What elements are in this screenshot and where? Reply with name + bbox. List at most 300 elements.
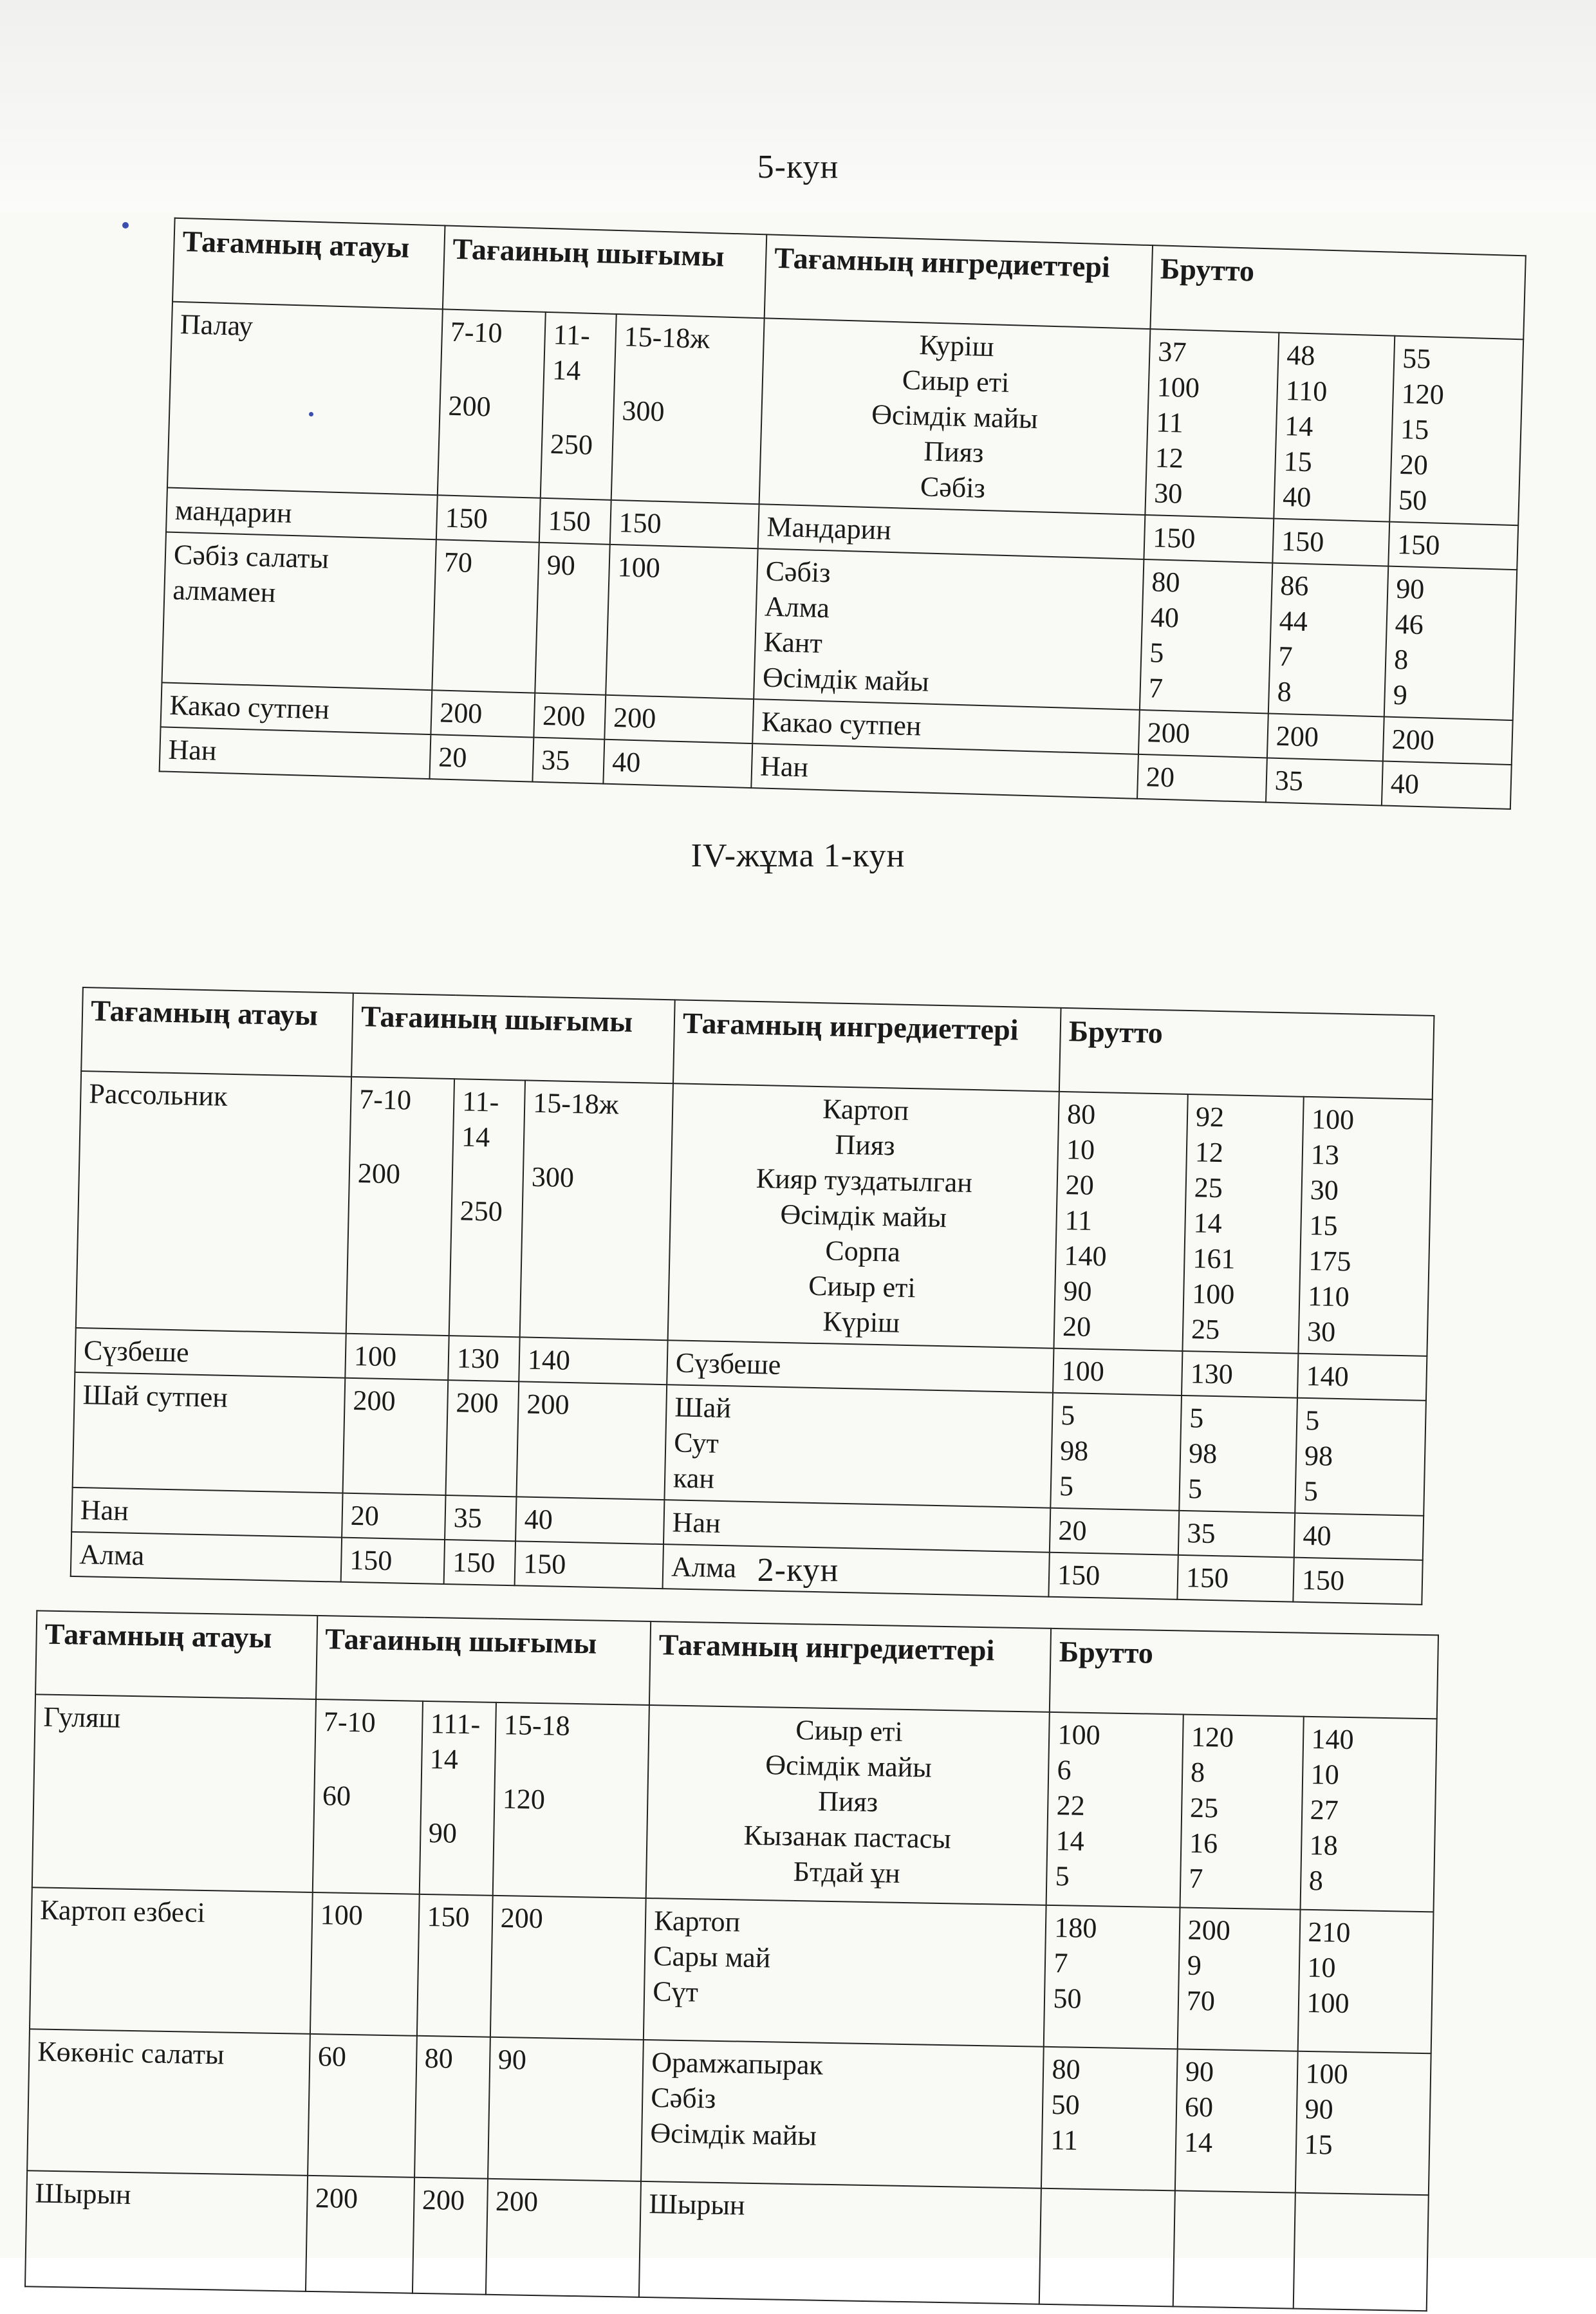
yield-number: 100 [353,1339,397,1373]
yield-number: 250 [459,1195,503,1227]
brutto-value: 150 [1057,1558,1100,1592]
brutto-value: 5 [1303,1475,1319,1507]
dish-name: Гуляш [32,1694,316,1892]
brutto-value: 140 [1311,1722,1355,1756]
brutto-value: 90 [1062,1275,1092,1307]
table-row [30,1887,1434,2053]
ingredient-name: Картоп [653,1905,741,1938]
yield-value [488,2037,644,2181]
ingredient-name: Какао сутпен [761,705,922,742]
yield-number: 300 [621,395,665,428]
ingredient-name: Нан [672,1506,721,1539]
table-row [76,1071,1433,1356]
yield-number: 200 [353,1384,396,1417]
yield-number: 90 [497,2043,527,2076]
yield-number: 40 [524,1503,553,1536]
ingredient-name: Куріш [918,329,995,363]
brutto-value: 200 [1187,1914,1231,1946]
ingredient-name: Сәбіз [920,471,986,505]
brutto-column [1178,1907,1300,2051]
brutto-value: 98 [1059,1434,1089,1467]
brutto-value: 150 [1301,1563,1345,1597]
age-group-label: 111-14 [429,1708,481,1775]
header-dish-name: Тағамның атауы [172,218,445,310]
ink-speck [122,222,129,229]
brutto-column [1388,522,1518,570]
brutto-value: 7 [1148,672,1164,704]
brutto-column [1295,1398,1426,1516]
brutto-value: 92 [1195,1101,1225,1134]
section-title-day5: 5-кун [757,149,839,185]
brutto-value: 110 [1285,375,1328,407]
table-row [25,2170,1429,2311]
ingredient-list [646,1705,1050,1905]
yield-value [445,1495,516,1541]
ingredient-name: Картоп [822,1093,909,1126]
brutto-column [1041,2047,1177,2191]
brutto-value: 90 [1304,2093,1334,2125]
brutto-value: 40 [1303,1519,1332,1552]
yield-number: 150 [349,1544,393,1577]
brutto-value: 14 [1055,1825,1085,1857]
yield-value [604,695,754,743]
brutto-value: 161 [1192,1242,1236,1275]
brutto-column [1173,2190,1295,2308]
age-group-label: 11-14 [461,1085,499,1153]
dish-name: Көкөніс салаты [27,2029,310,2176]
brutto-value: 7 [1188,1862,1203,1895]
yield-number: 20 [438,741,468,774]
brutto-value: 14 [1284,410,1314,443]
brutto-column [1297,1354,1427,1401]
brutto-column [1268,563,1388,717]
yield-number: 90 [428,1817,458,1849]
ingredient-name: Өсімдік майы [650,2117,817,2152]
yield-value [419,1701,496,1896]
yield-number: 40 [611,746,641,779]
yield-number: 100 [617,551,661,584]
brutto-value: 100 [1061,1355,1105,1388]
brutto-value: 30 [1306,1315,1336,1348]
yield-number: 150 [618,507,662,540]
yield-value [611,314,765,504]
yield-value [432,539,539,693]
ingredient-name: Сут [673,1426,719,1459]
ingredient-list [663,1500,1050,1553]
ingredient-name: Кызанак пастасы [743,1819,952,1855]
dish-name: Шай сутпен [73,1372,346,1493]
ingredient-list [641,2040,1044,2188]
dish-name: Нан [71,1488,342,1538]
yield-value [436,495,541,542]
ingredient-name: Пияз [835,1128,896,1162]
ingredient-list [754,548,1144,710]
section-title-day2: 2-кун [757,1552,839,1589]
yield-number: 200 [315,2182,358,2215]
brutto-value: 50 [1053,1983,1082,2015]
section-title-week4-day1: IV-жұма 1-кун [691,837,905,874]
brutto-value: 8 [1393,643,1409,676]
brutto-column [1295,2051,1431,2196]
yield-number: 100 [320,1899,364,1932]
brutto-value: 200 [1276,720,1319,753]
ingredient-name: Сиыр еті [902,364,1010,399]
yield-value [610,500,759,548]
brutto-value: 15 [1283,445,1313,478]
brutto-column [1137,754,1267,803]
brutto-value: 11 [1155,406,1184,439]
yield-value [519,1337,667,1385]
brutto-column [1383,716,1513,765]
brutto-value: 210 [1308,1916,1351,1949]
ingredient-name: Сиыр еті [808,1269,916,1304]
brutto-column [1144,515,1274,563]
brutto-value: 6 [1057,1754,1072,1786]
brutto-column [1054,1092,1188,1351]
yield-number: 120 [502,1783,546,1816]
yield-value [520,1080,673,1340]
header-yield: Тағаиның шығымы [351,993,675,1083]
brutto-value: 90 [1185,2055,1214,2088]
brutto-value: 15 [1400,413,1429,446]
brutto-value: 25 [1189,1791,1219,1824]
ingredient-name: Өсімдік майы [762,661,930,698]
yield-value [438,309,546,498]
table-row [167,302,1523,526]
brutto-value: 80 [1052,2053,1081,2085]
header-brutto: Брутто [1050,1628,1438,1719]
brutto-value: 15 [1309,1209,1339,1242]
brutto-value: 15 [1304,2128,1333,2161]
brutto-value: 40 [1282,480,1312,514]
header-ingredients: Тағамның ингредиеттері [765,234,1153,329]
brutto-value: 44 [1279,604,1308,638]
brutto-column [1046,1712,1183,1908]
brutto-value: 100 [1305,2057,1349,2091]
yield-number: 200 [500,1902,544,1935]
yield-value [541,312,617,500]
yield-value [490,1896,645,2040]
brutto-value: 5 [1055,1860,1070,1892]
dish-name: мандарин [166,488,438,540]
brutto-value: 8 [1277,675,1292,708]
table-row [32,1694,1437,1912]
yield-number: 300 [531,1161,575,1194]
yield-value [516,1381,667,1500]
yield-value [535,543,609,695]
yield-number: 200 [439,696,483,730]
brutto-value: 11 [1064,1204,1093,1236]
brutto-value: 5 [1189,1402,1204,1434]
yield-number: 150 [523,1547,566,1580]
ingredient-name: Бтдай ұн [793,1855,901,1889]
brutto-value: 10 [1066,1134,1095,1166]
yield-number: 150 [452,1546,496,1579]
yield-value [539,498,611,545]
brutto-value: 40 [1150,601,1180,634]
yield-value [412,2178,487,2295]
yield-value [532,738,604,784]
yield-number: 250 [550,428,593,461]
brutto-value: 100 [1311,1103,1355,1136]
age-group-label: 11-14 [552,319,591,387]
brutto-value: 22 [1056,1789,1086,1822]
yield-number: 200 [456,1386,499,1419]
yield-number: 90 [546,549,576,582]
brutto-value: 12 [1194,1136,1224,1169]
ingredient-name: Сиыр еті [795,1713,904,1748]
age-group-label: 15-18 [503,1709,571,1742]
brutto-value: 100 [1191,1278,1235,1311]
brutto-value: 150 [1185,1562,1229,1594]
dish-name: Сәбіз салаты алмамен [162,532,436,691]
yield-value [534,693,606,740]
dish-name: Какао сутпен [161,682,432,734]
yield-value [515,1497,664,1544]
brutto-value: 5 [1149,637,1165,669]
ingredient-name: Өсімдік майы [871,398,1039,435]
ingredient-name: кан [673,1462,715,1495]
age-group-label: 7-10 [358,1083,412,1116]
yield-value [310,1892,420,2036]
brutto-value: 20 [1058,1514,1088,1547]
ingredient-name: Сүзбеше [675,1347,781,1381]
brutto-value: 25 [1191,1313,1220,1346]
ingredient-list [639,2181,1041,2304]
yield-value [343,1378,449,1495]
yield-value [429,734,534,781]
brutto-column [1178,1511,1295,1558]
dish-name: Алма [71,1532,342,1582]
brutto-value: 5 [1304,1404,1320,1437]
brutto-value: 8 [1308,1864,1324,1897]
yield-value [312,1699,422,1894]
brutto-value: 90 [1395,572,1425,606]
ingredient-name: Пияз [923,435,985,469]
brutto-value: 14 [1183,2126,1213,2159]
ingredient-name: Сары май [653,1940,771,1974]
ingredient-name: Алма [764,590,830,624]
brutto-column [1179,1395,1297,1513]
ingredient-name: Нан [759,750,809,783]
brutto-value: 100 [1057,1719,1101,1751]
brutto-value: 7 [1053,1947,1068,1979]
brutto-value: 70 [1186,1984,1216,2017]
brutto-value: 7 [1277,640,1294,673]
brutto-value: 86 [1279,569,1310,602]
brutto-value: 46 [1395,608,1424,641]
dish-name: Палау [167,302,443,496]
yield-number: 200 [613,702,656,734]
brutto-column [1039,2188,1175,2307]
yield-value [492,1703,649,1898]
brutto-value: 9 [1187,1949,1202,1982]
ingredient-name: Сорпа [824,1235,901,1268]
brutto-column [1175,2049,1297,2192]
yield-value [308,2034,417,2178]
brutto-value: 175 [1308,1245,1351,1278]
dish-name: Картоп езбесі [30,1887,312,2034]
dish-name: Рассольник [76,1071,351,1334]
brutto-value: 5 [1059,1470,1074,1502]
dish-name: Нан [160,727,431,779]
header-brutto: Брутто [1150,245,1525,339]
yield-number: 200 [447,389,492,423]
yield-number: 20 [350,1499,380,1532]
brutto-value: 20 [1146,761,1175,794]
ingredient-list [668,1083,1059,1348]
yield-value [485,2179,641,2297]
header-ingredients: Тағамның ингредиеттері [673,1000,1061,1092]
brutto-value: 30 [1153,477,1183,510]
brutto-column [1053,1348,1182,1395]
brutto-value: 150 [1281,525,1324,558]
age-group-label: 7-10 [450,315,503,349]
ingredient-list [667,1340,1053,1393]
header-yield: Тағаиның шығымы [316,1616,651,1705]
ingredient-name: Алма [671,1551,737,1584]
yield-value [603,740,752,788]
yield-number: 200 [526,1388,570,1421]
brutto-value: 55 [1402,342,1432,375]
brutto-value: 200 [1147,716,1191,750]
yield-value [448,1336,519,1381]
yield-value [431,690,535,737]
brutto-value: 140 [1306,1359,1350,1393]
brutto-value: 80 [1066,1098,1096,1131]
brutto-value: 120 [1191,1721,1234,1753]
brutto-value: 110 [1307,1280,1350,1313]
yield-number: 80 [424,2042,454,2075]
ingredient-name: Кияр туздатылган [756,1162,973,1199]
menu-table [24,1610,1439,2311]
header-yield: Тағаиның шығымы [443,225,766,318]
ingredient-name: Сүт [652,1975,699,2008]
brutto-value: 120 [1401,378,1445,411]
menu-table [159,218,1526,810]
ingredient-list [664,1385,1053,1508]
brutto-value: 48 [1286,339,1316,372]
age-group-label: 15-18ж [624,321,710,355]
ingredient-name: Күріш [822,1305,900,1339]
brutto-value: 5 [1060,1399,1075,1432]
brutto-column [1044,1905,1180,2049]
yield-value [416,1894,492,2037]
brutto-column [1050,1393,1182,1511]
brutto-value: 37 [1157,335,1187,368]
brutto-value: 200 [1391,723,1435,756]
ingredient-name: Өсімдік майы [765,1749,933,1784]
brutto-column [1382,761,1512,809]
yield-number: 35 [541,743,571,777]
yield-number: 200 [542,699,586,732]
brutto-value: 35 [1274,764,1304,798]
brutto-column [1298,1097,1432,1356]
yield-number: 150 [445,501,488,535]
brutto-value: 16 [1189,1827,1218,1860]
brutto-column [1300,1717,1437,1912]
yield-number: 60 [322,1780,351,1812]
brutto-value: 35 [1187,1517,1216,1550]
brutto-value: 50 [1398,483,1427,517]
yield-value [414,2036,490,2179]
header-brutto: Брутто [1059,1008,1434,1099]
header-ingredients: Тағамның ингредиеттері [649,1621,1051,1712]
brutto-value: 130 [1190,1358,1234,1390]
header-dish-name: Тағамның атауы [81,987,353,1077]
brutto-column [1293,2193,1429,2311]
brutto-column [1384,566,1517,720]
ingredient-list [644,1898,1046,2047]
yield-value [306,2176,414,2293]
dish-name: Сүзбеше [75,1328,346,1378]
brutto-column [1180,1714,1303,1909]
brutto-value: 8 [1190,1756,1205,1789]
age-group-label: 7-10 [323,1706,376,1739]
ingredient-name: Шырын [649,2188,746,2221]
yield-value [342,1493,445,1540]
brutto-value: 10 [1307,1951,1336,1984]
yield-number: 35 [453,1502,483,1535]
brutto-column [1266,758,1383,805]
brutto-value: 98 [1188,1437,1218,1470]
brutto-value: 18 [1309,1829,1339,1861]
yield-number: 200 [357,1157,401,1190]
brutto-value: 40 [1390,767,1420,801]
ingredient-name: Мандарин [766,510,892,546]
menu-table [70,987,1435,1605]
yield-value [345,1334,449,1380]
brutto-value: 25 [1194,1171,1223,1204]
brutto-value: 9 [1393,678,1408,711]
brutto-column [1182,1094,1303,1354]
brutto-value: 5 [1187,1473,1203,1505]
age-group-label: 15-18ж [532,1087,619,1121]
header-dish-name: Тағамның атауы [35,1610,317,1699]
ingredient-list [759,318,1151,515]
brutto-column [1138,710,1268,758]
brutto-column [1267,713,1384,761]
brutto-value: 10 [1310,1758,1340,1791]
brutto-value: 180 [1053,1912,1097,1945]
brutto-column [1050,1508,1179,1555]
ingredient-name: Шай [674,1391,732,1424]
brutto-column [1274,333,1395,522]
yield-value [449,1079,525,1337]
brutto-column [1145,329,1279,518]
brutto-value: 150 [1396,528,1440,561]
ingredient-name: Кант [763,626,823,660]
yield-value [446,1380,519,1497]
ingredient-name: Сәбіз [651,2082,716,2114]
yield-value [346,1077,454,1336]
brutto-value: 98 [1304,1439,1333,1472]
yield-number: 200 [495,2185,539,2218]
brutto-value: 150 [1152,521,1196,555]
brutto-column [1389,336,1523,525]
brutto-value: 140 [1064,1240,1108,1273]
brutto-value: 13 [1310,1139,1340,1171]
brutto-column [1272,519,1389,566]
brutto-value: 50 [1051,2089,1081,2121]
ingredient-name: Сәбіз [765,555,831,589]
brutto-value: 20 [1065,1169,1095,1201]
yield-number: 60 [317,2040,347,2073]
ingredient-name: Пияз [817,1785,878,1818]
yield-number: 140 [527,1343,571,1377]
brutto-value: 11 [1050,2124,1079,2156]
yield-number: 150 [427,1901,470,1934]
